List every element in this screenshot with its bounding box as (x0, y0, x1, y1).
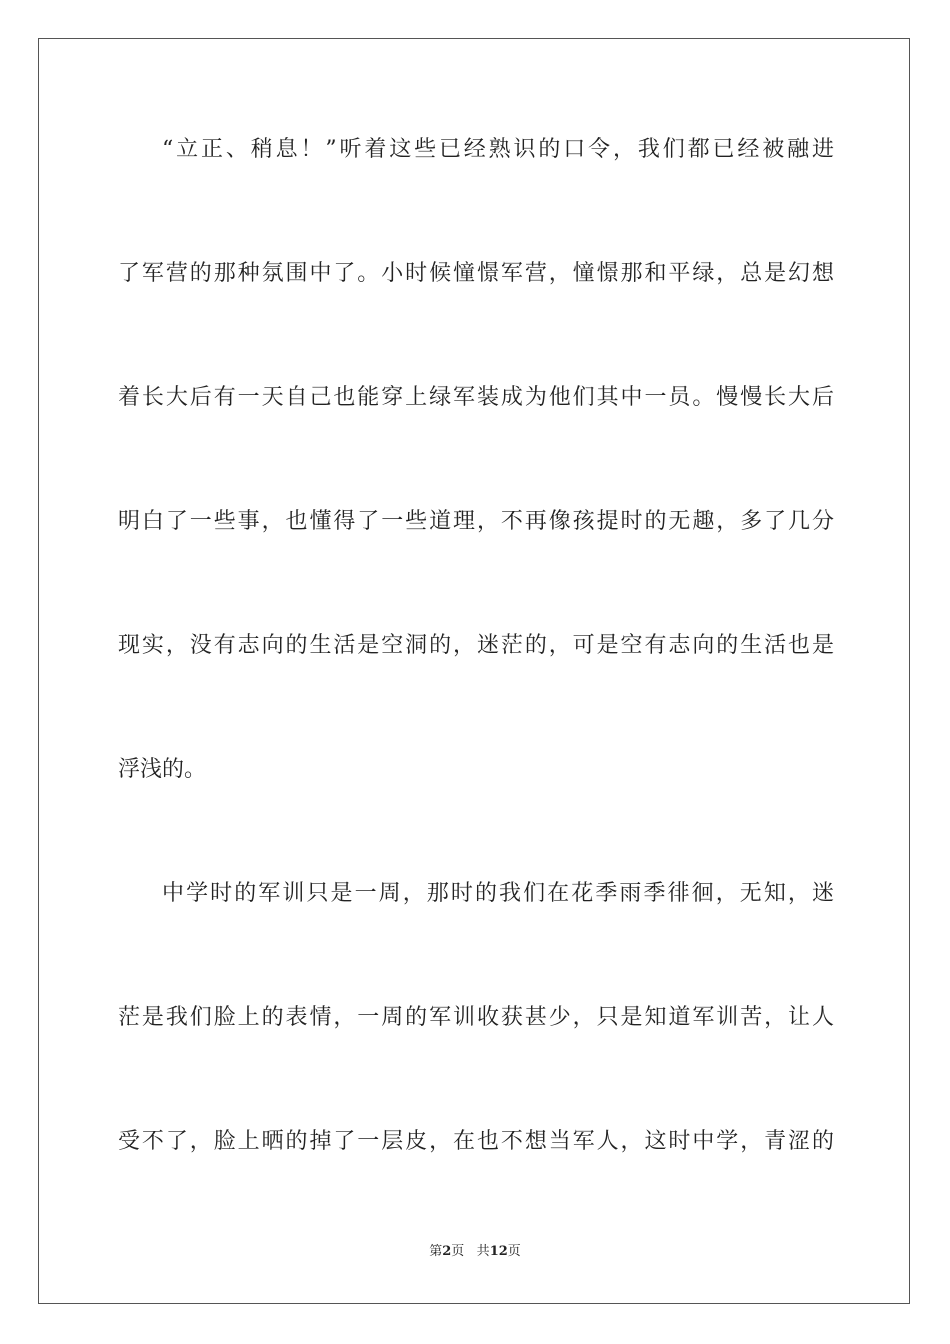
paragraph-1-line-3: 着长大后有一天自己也能穿上绿军装成为他们其中一员。慢慢长大后 (118, 385, 834, 410)
page-prefix: 第 (429, 1244, 443, 1259)
paragraph-1-line-4: 明白了一些事，也懂得了一些道理，不再像孩提时的无趣，多了几分 (118, 509, 834, 534)
total-prefix: 共 (476, 1244, 490, 1259)
paragraph-1-line-6: 浮浅的。 (118, 757, 207, 782)
page-suffix: 页 (451, 1244, 465, 1259)
paragraph-2-line-3: 受不了，脸上晒的掉了一层皮，在也不想当军人，这时中学，青涩的 (118, 1129, 834, 1154)
paragraph-1-line-2: 了军营的那种氛围中了。小时候憧憬军营，憧憬那和平绿，总是幻想 (118, 261, 834, 286)
page-frame (38, 38, 910, 1304)
paragraph-1-line-1: “立正、稍息！”听着这些已经熟识的口令，我们都已经被融进 (162, 137, 834, 162)
page-footer (0, 1243, 950, 1261)
total-pages: 12 (489, 1244, 508, 1259)
total-suffix: 页 (507, 1244, 521, 1259)
paragraph-2-line-2: 茫是我们脸上的表情，一周的军训收获甚少，只是知道军训苦，让人 (118, 1005, 834, 1030)
page-number: 2 (442, 1244, 452, 1259)
paragraph-2-line-1: 中学时的军训只是一周，那时的我们在花季雨季徘徊，无知，迷 (162, 881, 834, 906)
paragraph-1-line-5: 现实，没有志向的生活是空洞的，迷茫的，可是空有志向的生活也是 (118, 633, 834, 658)
